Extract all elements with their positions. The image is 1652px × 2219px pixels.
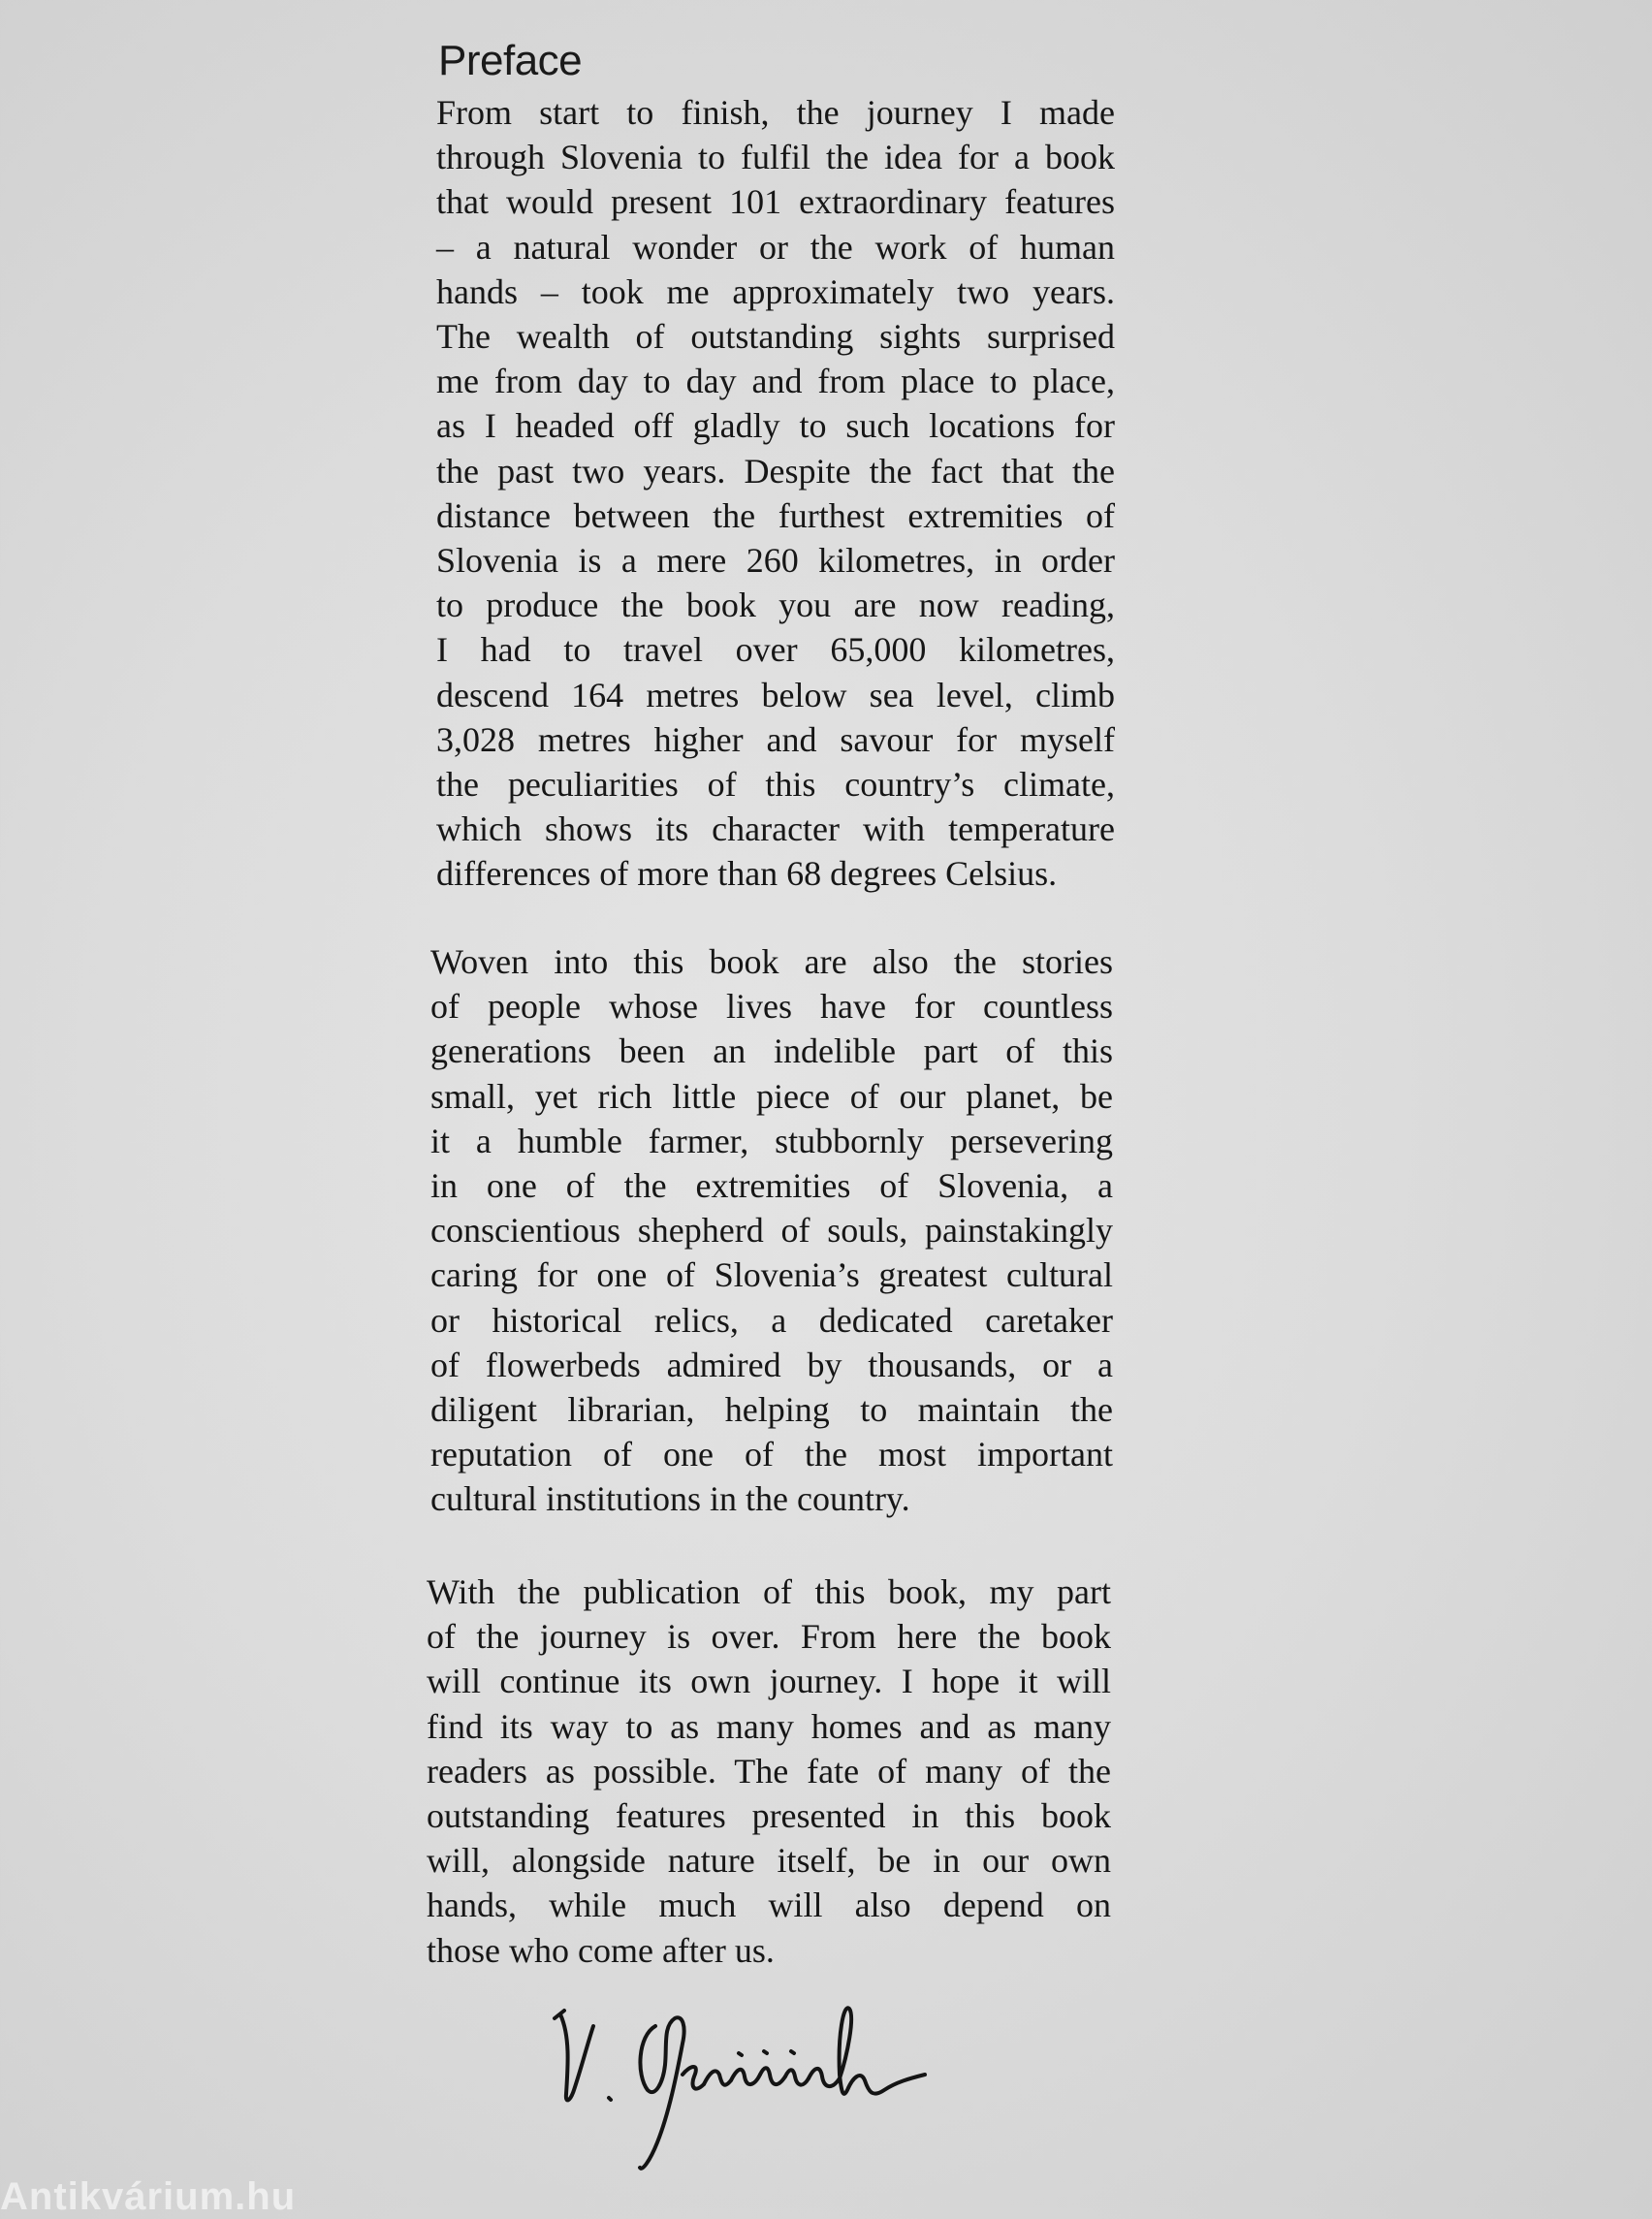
paragraph-line: The wealth of outstanding sights surprised	[436, 317, 1115, 357]
paragraph-line: to produce the book you are now reading,	[436, 586, 1115, 625]
paragraph-line: those who come after us.	[427, 1930, 775, 1970]
paragraph-line: or historical relics, a dedicated caretaker	[430, 1300, 1113, 1340]
paragraph-line: of the journey is over. From here the book	[427, 1617, 1111, 1657]
page-title: Preface	[438, 37, 583, 84]
paragraph-line: 3,028 metres higher and savour for myself	[436, 719, 1115, 759]
paragraph-line: Slovenia is a mere 260 kilometres, in order	[436, 541, 1115, 581]
paragraph-line: through Slovenia to fulfil the idea for a book	[436, 138, 1115, 177]
paragraph-line: Woven into this book are also the stories	[430, 942, 1113, 981]
preface-paragraph-2	[430, 939, 1113, 1522]
paragraph-line: From start to finish, the journey I made	[436, 93, 1115, 132]
paragraph-line: distance between the furthest extremities of	[436, 495, 1115, 535]
handwritten-signature-icon	[549, 1997, 937, 2181]
paragraph-line: conscientious shepherd of souls, painstakingly	[430, 1211, 1113, 1251]
paragraph-line: hands – took me approximately two years.	[436, 271, 1115, 311]
paragraph-line: reputation of one of the most important	[430, 1435, 1113, 1474]
paragraph-line: diligent librarian, helping to maintain the	[430, 1390, 1113, 1430]
preface-paragraph-1	[436, 90, 1115, 897]
paragraph-line: small, yet rich little piece of our planet, be	[430, 1076, 1113, 1116]
paragraph-line: it a humble farmer, stubbornly persevering	[430, 1121, 1113, 1160]
paragraph-line: the peculiarities of this country’s climate,	[436, 765, 1115, 805]
paragraph-line: hands, while much will also depend on	[427, 1886, 1111, 1925]
paragraph-line: – a natural wonder or the work of human	[436, 227, 1115, 267]
paragraph-line: as I headed off gladly to such locations for	[436, 406, 1115, 446]
paragraph-line: of people whose lives have for countless	[430, 987, 1113, 1027]
paragraph-line: in one of the extremities of Slovenia, a	[430, 1166, 1113, 1206]
paragraph-line: will, alongside nature itself, be in our own	[427, 1841, 1111, 1881]
paragraph-line: caring for one of Slovenia’s greatest cultural	[430, 1255, 1113, 1295]
paragraph-line: that would present 101 extraordinary features	[436, 182, 1115, 222]
preface-paragraph-3	[427, 1569, 1111, 1973]
paragraph-line: the past two years. Despite the fact that the	[436, 451, 1115, 491]
paragraph-line: differences of more than 68 degrees Celsius.	[436, 854, 1058, 894]
paragraph-line: generations been an indelible part of this	[430, 1031, 1113, 1071]
paragraph-line: readers as possible. The fate of many of the	[427, 1751, 1111, 1791]
paragraph-line: outstanding features presented in this book	[427, 1796, 1111, 1836]
paragraph-line: With the publication of this book, my part	[427, 1572, 1111, 1611]
paragraph-line: of flowerbeds admired by thousands, or a	[430, 1345, 1113, 1384]
paragraph-line: descend 164 metres below sea level, climb	[436, 675, 1115, 714]
paragraph-line: will continue its own journey. I hope it will	[427, 1662, 1111, 1701]
paragraph-line: cultural institutions in the country.	[430, 1479, 910, 1519]
paragraph-line: which shows its character with temperature	[436, 809, 1115, 849]
paragraph-line: I had to travel over 65,000 kilometres,	[436, 630, 1115, 670]
paragraph-line: me from day to day and from place to place,	[436, 362, 1115, 401]
paragraph-line: find its way to as many homes and as many	[427, 1706, 1111, 1746]
watermark-text: Antikvárium.hu	[0, 2175, 297, 2218]
